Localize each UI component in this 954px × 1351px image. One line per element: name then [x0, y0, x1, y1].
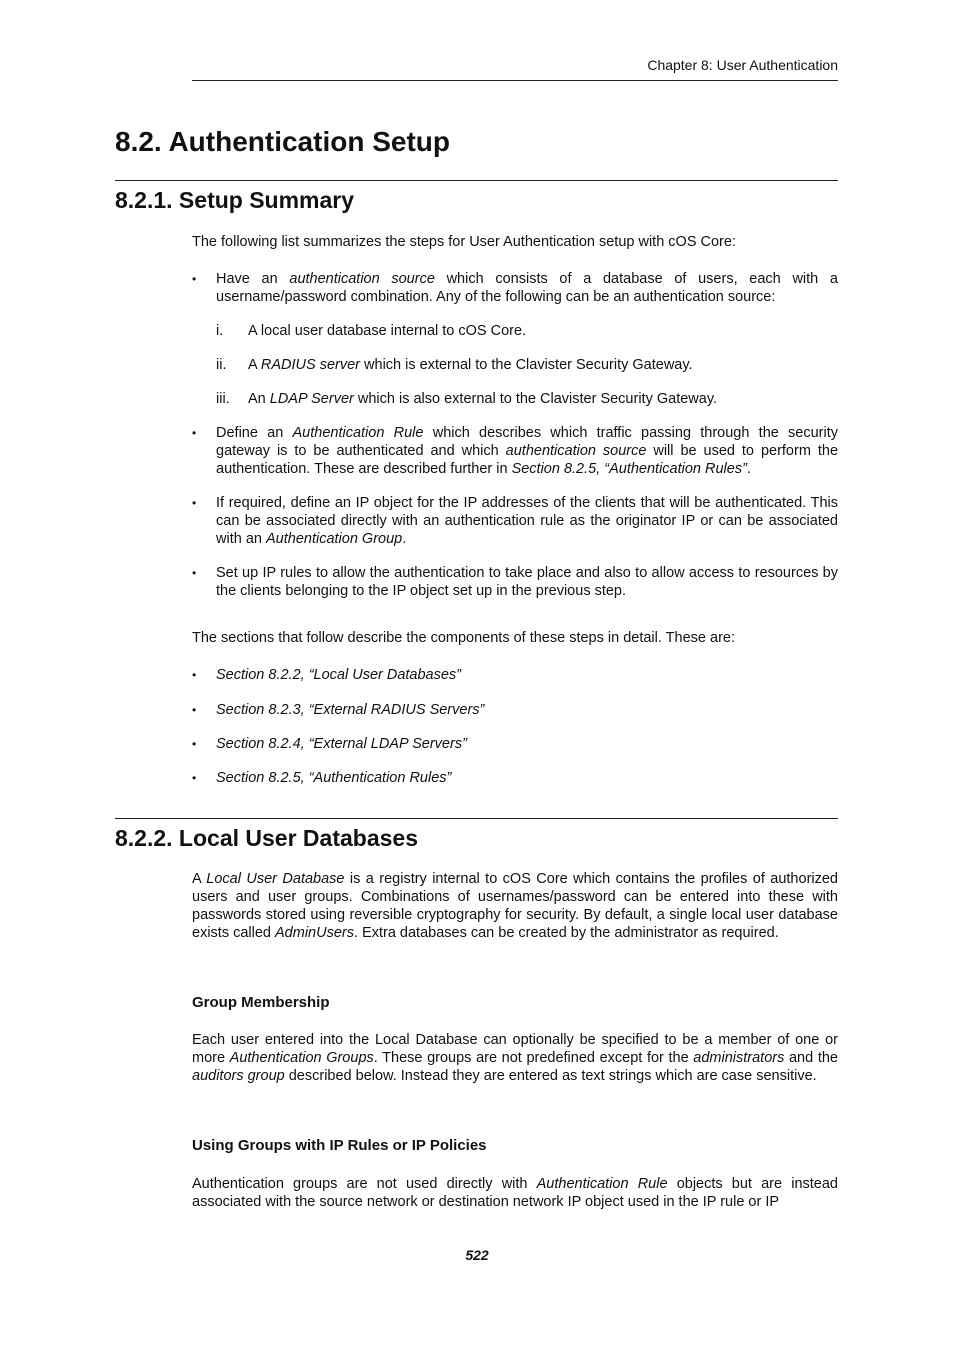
- group-membership-paragraph: Each user entered into the Local Database can optionally be specified to be a member of one or more Authentication Groups. These groups are not predefined except for the administrators and the auditors group described below. Instead they are entered as text strings which are case sensitive.: [192, 1032, 838, 1084]
- section-link-8-2-2[interactable]: Section 8.2.2, “Local User Databases”: [216, 667, 462, 683]
- bullet-icon: •: [192, 426, 197, 440]
- bullet-icon: •: [192, 737, 197, 751]
- bullet-icon: •: [192, 496, 197, 510]
- section-title-8-2-1: 8.2.1. Setup Summary: [115, 187, 355, 213]
- running-header: Chapter 8: User Authentication: [647, 57, 838, 73]
- local-db-paragraph: A Local User Database is a registry internal to cOS Core which contains the profiles of authorized users and user groups. Combinations of usernames/password can be entered into these with passwords stored using reversible cryptography for security. By default, a single local user database exists called AdminUsers. Extra databases can be created by the administrator as required.: [192, 871, 838, 941]
- bullet-icon: •: [192, 668, 197, 682]
- bullet-icon: •: [192, 566, 197, 580]
- section-title-8-2: 8.2. Authentication Setup: [115, 126, 450, 157]
- section-link-8-2-3[interactable]: Section 8.2.3, “External RADIUS Servers”: [216, 702, 485, 718]
- using-groups-paragraph: Authentication groups are not used directly with Authentication Rule objects but are instead associated with the source network or destination network IP object used in the IP rule or IP: [192, 1176, 838, 1210]
- header-rule: [192, 80, 838, 81]
- cross-reference-link[interactable]: Section 8.2.5, “Authentication Rules”: [511, 461, 747, 477]
- section-rule: [115, 180, 838, 181]
- document-page: Chapter 8: User Authentication 8.2. Authentication Setup 8.2.1. Setup Summary The following list summarizes the steps for User Authentication setup with cOS Core: • Have an authentication source which consists of a database of users, each with a username/password combination. Any of the following can be an authentication source: i. A local user database internal to cOS Core. ii. A RADIUS server which is external to the Clavister Security Gateway. iii. An LDAP Server which is also external to the Clavister Security Gateway. • Define an Authentication Rule which describes which traffic passing through the security gateway is to be authenticated and which authentication source will be used to perform the authentication. These are described further in Section 8.2.5, “Authentication Rules”. • If required, define an IP object for the IP addresses of the clients that will be authenticated. This can be associated directly with an authentication rule as the originator IP or can be associated with an Authentication Group. • Set up IP rules to allow the authentication to take place and also to allow access to resources by the clients belonging to the IP object set up in the previous step. The sections that follow describe the components of these steps in detail. These are: • Section 8.2.2, “Local User Databases” • Section 8.2.3, “External RADIUS Servers” • Section 8.2.4, “External LDAP Servers” • Section 8.2.5, “Authentication Rules” 8.2.2. Local User Databases A Local User Database is a registry internal to cOS Core which contains the profiles of authorized users and user groups. Combinations of usernames/password can be entered into these with passwords stored using reversible cryptography for security. By default, a single local user database exists called AdminUsers. Extra databases can be created by the administrator as required. Group Membership Each user entered into the Local Database can optionally be specified to be a member of one or more Authentication Groups. These groups are not predefined except for the administrators and the auditors group described below. Instead they are entered as text strings which are case sensitive. Using Groups with IP Rules or IP Policies Authentication groups are not used directly with Authentication Rule objects but are instead associated with the source network or destination network IP object used in the IP rule or IP 522: [0, 0, 954, 1351]
- bullet-text: If required, define an IP object for the IP addresses of the clients that will be authenticated. This can be associated directly with an authentication rule as the originator IP or can be associated with an Authentication Group.: [216, 495, 838, 547]
- bullet-icon: •: [192, 771, 197, 785]
- bullet-icon: •: [192, 703, 197, 717]
- subheading-group-membership: Group Membership: [192, 994, 330, 1011]
- section-link-8-2-4[interactable]: Section 8.2.4, “External LDAP Servers”: [216, 736, 467, 752]
- subheading-using-groups: Using Groups with IP Rules or IP Policies: [192, 1137, 487, 1154]
- section-link-8-2-5[interactable]: Section 8.2.5, “Authentication Rules”: [216, 770, 452, 786]
- setup-intro-paragraph: The following list summarizes the steps for User Authentication setup with cOS Core:: [192, 234, 736, 250]
- bullet-text: Have an authentication source which consists of a database of users, each with a username/password combination. Any of the following can be an authentication source:: [216, 271, 838, 305]
- bullet-text: Set up IP rules to allow the authentication to take place and also to allow access to resources by the clients belonging to the IP object set up in the previous step.: [216, 565, 838, 599]
- page-number: 522: [465, 1247, 489, 1263]
- section-rule: [115, 818, 838, 819]
- section-title-8-2-2: 8.2.2. Local User Databases: [115, 825, 418, 851]
- follow-paragraph: The sections that follow describe the components of these steps in detail. These are:: [192, 630, 735, 646]
- bullet-icon: •: [192, 272, 197, 286]
- bullet-text: Define an Authentication Rule which describes which traffic passing through the security gateway is to be authenticated and which authentication source will be used to perform the authentication. These are described further in Section 8.2.5, “Authentication Rules”.: [216, 425, 839, 477]
